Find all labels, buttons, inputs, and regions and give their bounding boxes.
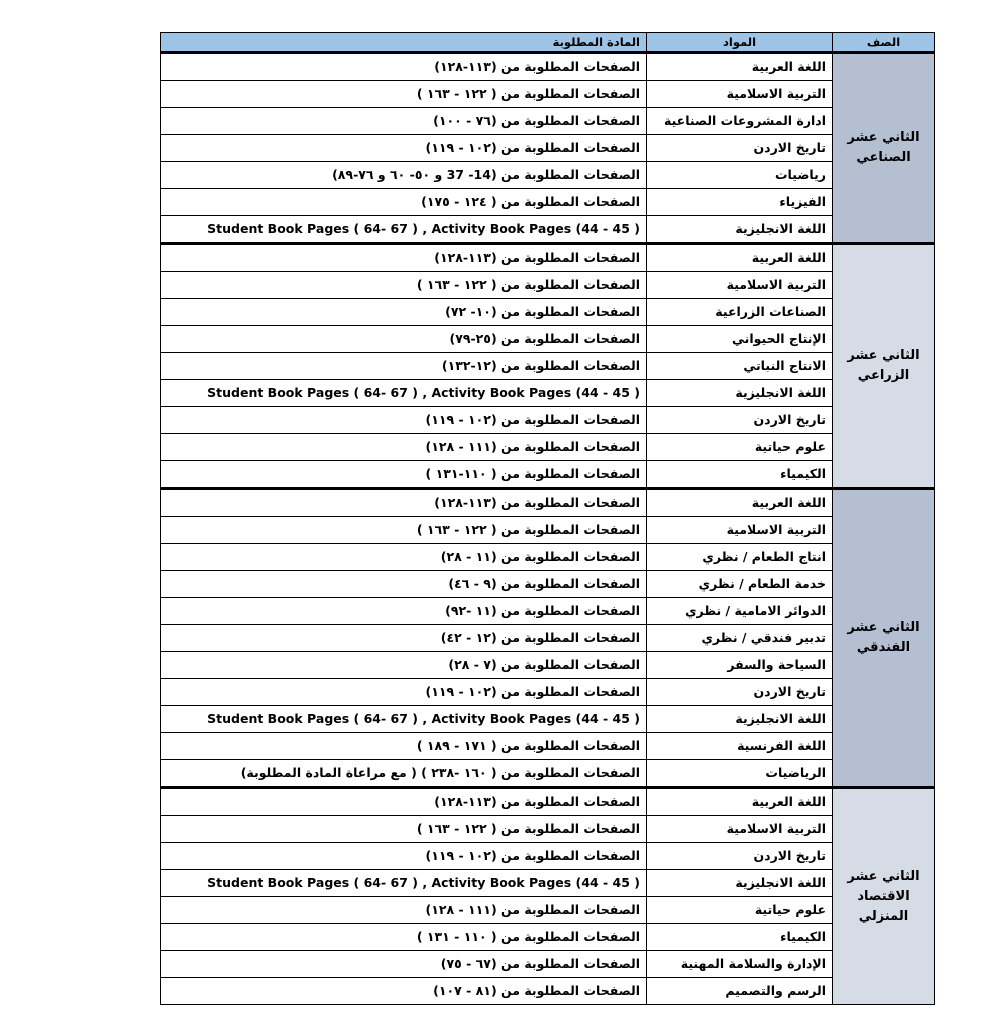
material-cell [161, 489, 647, 517]
material-cell [161, 679, 647, 706]
grade-cell: الثاني عشر الصناعي [833, 53, 935, 244]
subject-cell: التربية الاسلامية [647, 81, 833, 108]
table-row [161, 434, 935, 461]
grade-cell: الثاني عشر الاقتصاد المنزلي [833, 788, 935, 1005]
material-cell [161, 189, 647, 216]
material-cell [161, 244, 647, 272]
table-row [161, 652, 935, 679]
material-cell [161, 652, 647, 679]
material-cell [161, 434, 647, 461]
material-text: الصفحات المطلوبة من (١٢-١٣٢) [441, 358, 640, 373]
table-row [161, 598, 935, 625]
material-text: Student Book Pages ( 64- 67 ) , Activity Book Pages (44 - 45 ) [207, 711, 640, 726]
material-text: الصفحات المطلوبة من (١٠٢ - ١١٩) [425, 684, 640, 699]
subject-cell: التربية الاسلامية [647, 517, 833, 544]
table-row [161, 353, 935, 380]
table-row [161, 788, 935, 816]
table-row [161, 162, 935, 189]
material-text: الصفحات المطلوبة من (١١٣-١٢٨) [434, 250, 640, 265]
subject-cell: علوم حياتية [647, 434, 833, 461]
material-cell [161, 924, 647, 951]
table-body [161, 53, 935, 1005]
table-row [161, 272, 935, 299]
table-row [161, 760, 935, 788]
material-text: الصفحات المطلوبة من (٦٧ - ٧٥) [440, 956, 640, 971]
material-cell [161, 461, 647, 489]
material-text: Student Book Pages ( 64- 67 ) , Activity Book Pages (44 - 45 ) [207, 221, 640, 236]
material-cell [161, 517, 647, 544]
material-text: الصفحات المطلوبة من (١١١ - ١٢٨) [425, 439, 640, 454]
table-row [161, 53, 935, 81]
material-text: الصفحات المطلوبة من (١١ -٩٢) [445, 603, 640, 618]
material-text: الصفحات المطلوبة من (٧ - ٢٨) [448, 657, 640, 672]
material-text: الصفحات المطلوبة من ( ١٢٢ - ١٦٣ ) [416, 821, 640, 836]
table-row [161, 489, 935, 517]
subject-cell: اللغة العربية [647, 53, 833, 81]
subject-cell: اللغة العربية [647, 489, 833, 517]
subject-cell: اللغة الانجليزية [647, 870, 833, 897]
material-cell [161, 135, 647, 162]
material-text: الصفحات المطلوبة من (١١ - ٢٨) [440, 549, 640, 564]
table-row [161, 380, 935, 407]
subject-cell: اللغة الانجليزية [647, 706, 833, 733]
grade-cell: الثاني عشر الفندقي [833, 489, 935, 788]
material-text: الصفحات المطلوبة من (١٠- ٧٢) [445, 304, 640, 319]
subject-cell: السياحة والسفر [647, 652, 833, 679]
material-text: الصفحات المطلوبة من ( ١١٠-١٣١ ) [425, 466, 640, 481]
subject-cell: الفيزياء [647, 189, 833, 216]
material-cell [161, 108, 647, 135]
material-cell [161, 733, 647, 760]
material-cell [161, 978, 647, 1005]
material-text: الصفحات المطلوبة من (٧٦ - ١٠٠) [433, 113, 640, 128]
material-text: الصفحات المطلوبة من (١١٣-١٢٨) [434, 794, 640, 809]
material-text: الصفحات المطلوبة من (١٠٢ - ١١٩) [425, 140, 640, 155]
material-text: الصفحات المطلوبة من (٩ - ٤٦) [448, 576, 640, 591]
material-cell [161, 706, 647, 733]
subject-cell: اللغة الانجليزية [647, 216, 833, 244]
subject-cell: تدبير فندقي / نظري [647, 625, 833, 652]
material-cell [161, 571, 647, 598]
subject-cell: تاريخ الاردن [647, 135, 833, 162]
subject-cell: الانتاج النباتي [647, 353, 833, 380]
table-row [161, 407, 935, 434]
subject-cell: الإدارة والسلامة المهنية [647, 951, 833, 978]
table-row [161, 571, 935, 598]
material-cell [161, 816, 647, 843]
material-cell [161, 843, 647, 870]
material-cell [161, 299, 647, 326]
material-cell [161, 216, 647, 244]
subject-cell: تاريخ الاردن [647, 843, 833, 870]
material-cell [161, 760, 647, 788]
table-row [161, 326, 935, 353]
table-row [161, 81, 935, 108]
material-text: الصفحات المطلوبة من (14- 37 و ٥٠- ٦٠ و ٧٦-٨٩) [332, 167, 640, 182]
material-text: الصفحات المطلوبة من ( ١٦٠ -٢٣٨ ) ( مع مراعاة المادة المطلوبة) [240, 765, 640, 780]
subject-cell: ادارة المشروعات الصناعية [647, 108, 833, 135]
material-text: الصفحات المطلوبة من (١١١ - ١٢٨) [425, 902, 640, 917]
grade-cell: الثاني عشر الزراعي [833, 244, 935, 489]
subject-cell: تاريخ الاردن [647, 679, 833, 706]
material-cell [161, 788, 647, 816]
material-text: Student Book Pages ( 64- 67 ) , Activity Book Pages (44 - 45 ) [207, 875, 640, 890]
material-text: الصفحات المطلوبة من ( ١٢٤ - ١٧٥) [421, 194, 640, 209]
subject-cell: اللغة الانجليزية [647, 380, 833, 407]
table-row [161, 733, 935, 760]
table-row [161, 843, 935, 870]
table-row [161, 951, 935, 978]
material-text: Student Book Pages ( 64- 67 ) , Activity Book Pages (44 - 45 ) [207, 385, 640, 400]
header-material: المادة المطلوبة [161, 33, 647, 53]
subject-cell: التربية الاسلامية [647, 816, 833, 843]
material-cell [161, 53, 647, 81]
table-row [161, 216, 935, 244]
subject-cell: الرسم والتصميم [647, 978, 833, 1005]
material-text: الصفحات المطلوبة من ( ١٢٢ - ١٦٣ ) [416, 522, 640, 537]
material-text: الصفحات المطلوبة من ( ١٢٢ - ١٦٣ ) [416, 277, 640, 292]
table-row [161, 108, 935, 135]
material-cell [161, 81, 647, 108]
subject-cell: التربية الاسلامية [647, 272, 833, 299]
table-row [161, 625, 935, 652]
subject-cell: انتاج الطعام / نظري [647, 544, 833, 571]
header-subject: المواد [647, 33, 833, 53]
study-material-table [160, 32, 935, 1005]
material-text: الصفحات المطلوبة من (١١٣-١٢٨) [434, 59, 640, 74]
table-row [161, 978, 935, 1005]
table-row [161, 461, 935, 489]
table-row [161, 244, 935, 272]
material-cell [161, 951, 647, 978]
material-cell [161, 380, 647, 407]
subject-cell: الكيمياء [647, 924, 833, 951]
material-cell [161, 870, 647, 897]
material-cell [161, 897, 647, 924]
material-text: الصفحات المطلوبة من (١١٣-١٢٨) [434, 495, 640, 510]
material-text: الصفحات المطلوبة من (٨١ - ١٠٧) [433, 983, 640, 998]
material-cell [161, 544, 647, 571]
subject-cell: الدوائر الامامية / نظري [647, 598, 833, 625]
subject-cell: رياضيات [647, 162, 833, 189]
material-text: الصفحات المطلوبة من (٢٥-٧٩) [449, 331, 640, 346]
material-cell [161, 407, 647, 434]
material-cell [161, 625, 647, 652]
table-row [161, 189, 935, 216]
table-row [161, 924, 935, 951]
material-cell [161, 353, 647, 380]
subject-cell: علوم حياتية [647, 897, 833, 924]
table-row [161, 544, 935, 571]
material-text: الصفحات المطلوبة من ( ١١٠ - ١٣١ ) [416, 929, 640, 944]
header-grade: الصف [833, 33, 935, 53]
table-row [161, 679, 935, 706]
table-row [161, 135, 935, 162]
table-row [161, 816, 935, 843]
subject-cell: الكيمياء [647, 461, 833, 489]
table-row [161, 897, 935, 924]
material-text: الصفحات المطلوبة من ( ١٢٢ - ١٦٣ ) [416, 86, 640, 101]
material-text: الصفحات المطلوبة من (١٢ - ٤٢) [440, 630, 640, 645]
material-text: الصفحات المطلوبة من (١٠٢ - ١١٩) [425, 848, 640, 863]
subject-cell: خدمة الطعام / نظري [647, 571, 833, 598]
subject-cell: الرياضيات [647, 760, 833, 788]
material-text: الصفحات المطلوبة من (١٠٢ - ١١٩) [425, 412, 640, 427]
subject-cell: اللغة العربية [647, 788, 833, 816]
subject-cell: الإنتاج الحيواني [647, 326, 833, 353]
subject-cell: الصناعات الزراعية [647, 299, 833, 326]
material-cell [161, 326, 647, 353]
material-cell [161, 162, 647, 189]
material-cell [161, 272, 647, 299]
material-text: الصفحات المطلوبة من ( ١٧١ - ١٨٩ ) [416, 738, 640, 753]
material-cell [161, 598, 647, 625]
study-material-sheet [160, 32, 934, 1005]
header-row [161, 33, 935, 53]
subject-cell: اللغة الفرنسية [647, 733, 833, 760]
table-row [161, 299, 935, 326]
table-row [161, 517, 935, 544]
table-row [161, 706, 935, 733]
subject-cell: اللغة العربية [647, 244, 833, 272]
subject-cell: تاريخ الاردن [647, 407, 833, 434]
table-row [161, 870, 935, 897]
